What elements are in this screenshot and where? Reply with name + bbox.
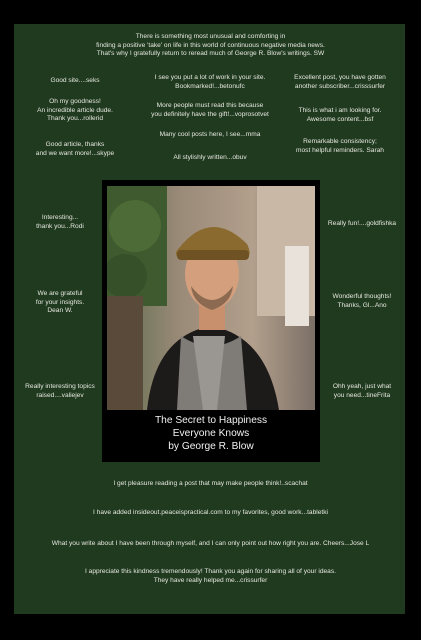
- comment: I appreciate this kindness tremendously! Thank you again for sharing all of your ideas. They have really helped me...crissurfer: [85, 568, 336, 584]
- comment: Ohh yeah, just what you need...tineFrita: [332, 383, 392, 399]
- comment: All stylishly written...obuv: [173, 154, 247, 161]
- comment: Good site....seks: [50, 77, 100, 84]
- comment: More people must read this because you definitely have the gift!...voprosotvet: [151, 102, 269, 118]
- comment: Wonderful thoughts! Thanks, Gl...Ano: [332, 293, 392, 309]
- comment: This is what i am looking for. Awesome content...bsf: [298, 107, 382, 123]
- comment: Really interesting topics raised....valiejev: [25, 383, 95, 399]
- header-quote: There is something most unusual and comforting in finding a positive 'take' on life in this world of continuous negative media news. That's why I gratefully return to reread much of George R. Blow's writings. SW: [96, 33, 325, 58]
- comment: Excellent post, you have gotten another subscriber...crisssurfer: [294, 74, 386, 90]
- comment: We are grateful for your insights. Dean W.: [35, 290, 85, 315]
- comment: Interesting... thank you...Rodi: [36, 214, 84, 230]
- comment: Oh my goodness! An incredible article dude. Thank you...rollerid: [37, 98, 113, 123]
- author-portrait-image: [107, 186, 315, 410]
- author-photo: [107, 186, 315, 410]
- book-title: The Secret to Happiness Everyone Knows by George R. Blow: [154, 415, 268, 452]
- comment: I get pleasure reading a post that may make people think!..scachat: [113, 480, 308, 487]
- comment: Many cool posts here, I see...mma: [159, 131, 261, 138]
- comment: Remarkable consistency; most helpful reminders. Sarah: [296, 138, 384, 154]
- comment: What you write about I have been through myself, and I can only point out how right you are. Cheers...Jose L: [51, 540, 370, 547]
- comment: Really fun!....goldfishka: [327, 220, 397, 227]
- comment: I have added insideout.peaceispractical.com to my favorites, good work...tabletki: [93, 509, 328, 516]
- comment: Good article, thanks and we want more!...skype: [35, 141, 115, 157]
- comment: I see you put a lot of work in your site. Bookmarked!...betonufc: [154, 74, 266, 90]
